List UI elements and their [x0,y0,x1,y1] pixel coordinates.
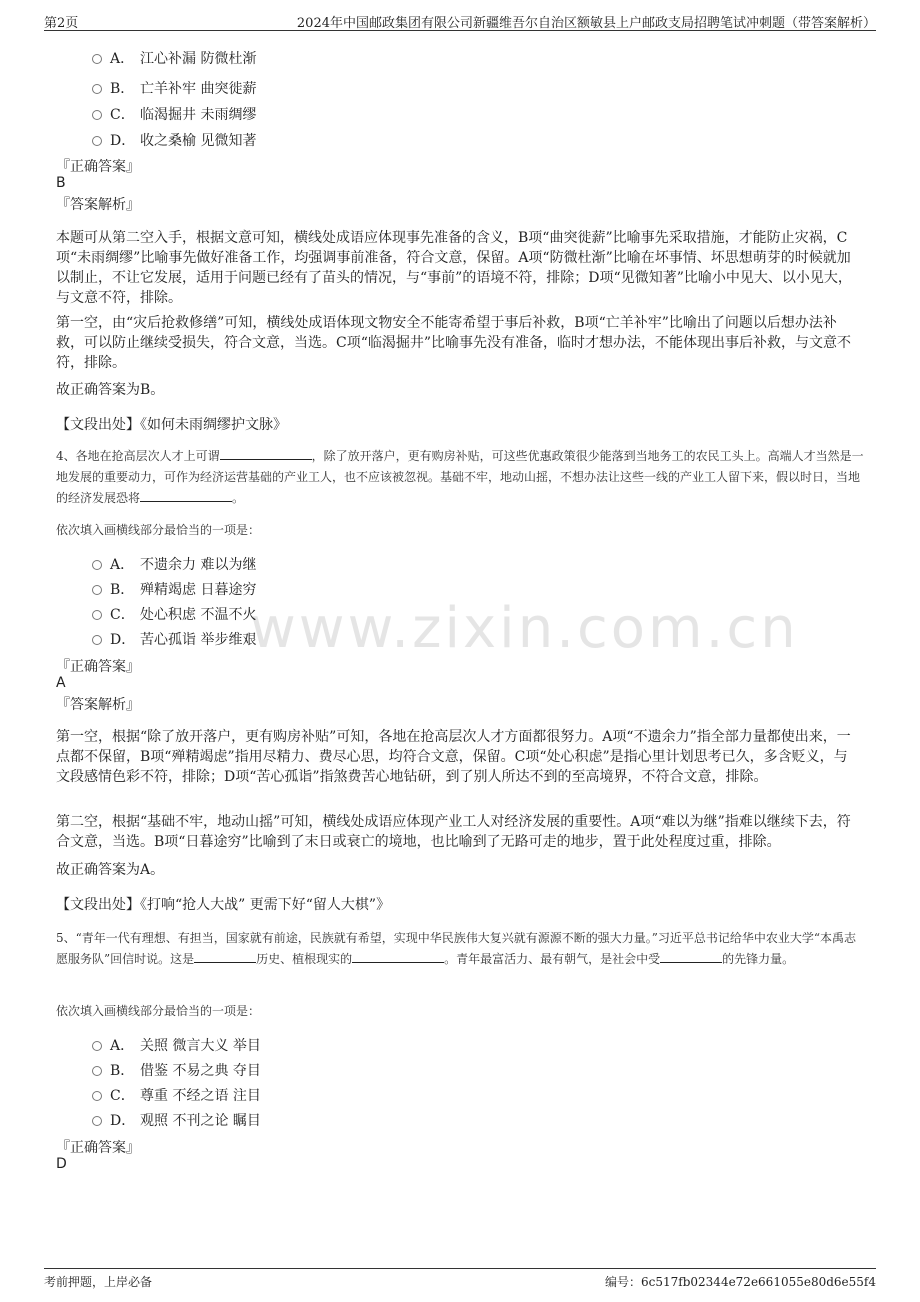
blank [660,950,722,963]
radio-icon[interactable] [92,610,102,620]
radio-icon[interactable] [92,1091,102,1101]
analysis-paragraph: 第一空，根据“除了放开落户，更有购房补贴”可知，各地在抢高层次人才方面都很努力。A项“不遗余力”指全部力量都使出来，一点都不保留，B项“殚精竭虑”指用尽精力、费尽心思，均符合文意，保留。C项“处心积虑”是指心里计划思考已久，多含贬义，与文段感情色彩不符，排除；D项“苦心孤诣”指煞费苦心地钻研，到了别人所达不到的至高境界，不符合文意，排除。 [56,729,851,785]
document-id: 编号：6c517fb02344e72e661055e80d6e55f4 [605,1275,876,1289]
radio-icon[interactable] [92,1116,102,1126]
q3-option-b[interactable]: B． 亡羊补牢 曲突徙薪 [92,78,256,98]
radio-icon[interactable] [92,54,102,64]
answer-value: B [56,175,66,191]
answer-label: 『正确答案』 [56,1140,140,1156]
analysis-conclusion: 故正确答案为A。 [56,862,165,878]
answer-value: D [56,1156,67,1172]
q3-option-d[interactable]: D． 收之桑榆 见微知著 [92,130,256,150]
radio-icon[interactable] [92,560,102,570]
analysis-paragraph: 第一空，由“灾后抢救修缮”可知，横线处成语体现文物安全不能寄希望于事后补救，B项“亡羊补牢”比喻出了问题以后想办法补救，可以防止继续受损失，符合文意，当选。C项“临渴掘井”比喻事先没有准备，临时才想办法，不能体现出事后补救，与文意不符，排除。 [56,315,852,371]
radio-icon[interactable] [92,635,102,645]
analysis-label: 『答案解析』 [56,197,140,213]
question-stem: 5、“青年一代有理想、有担当，国家就有前途，民族就有希望，实现中华民族伟大复兴就有源源不断的强大力量。”习近平总书记给华中农业大学“本禹志愿服务队”回信时说。这是 历史、植根现实的 。青年最富活力、最有朝气，是社会中受 的先锋力量。 [56,931,857,966]
q5-option-b[interactable]: B． 借鉴 不易之典 夺目 [92,1060,261,1080]
blank [140,489,232,502]
q3-option-c[interactable]: C． 临渴掘井 未雨绸缪 [92,104,256,124]
answer-value: A [56,675,66,691]
source-citation: 【文段出处】《如何未雨绸缪护文脉》 [56,417,287,433]
page-number: 第2页 [44,16,79,31]
radio-icon[interactable] [92,1066,102,1076]
q5-option-c[interactable]: C． 尊重 不经之语 注目 [92,1085,261,1105]
document-title: 2024年中国邮政集团有限公司新疆维吾尔自治区额敏县上户邮政支局招聘笔试冲刺题（带答案解析） [296,16,876,31]
page-header [44,8,876,31]
q4-option-d[interactable]: D． 苦心孤诣 举步维艰 [92,629,256,649]
blank [352,950,444,963]
question-instruction: 依次填入画横线部分最恰当的一项是： [56,523,261,537]
q4-option-b[interactable]: B． 殚精竭虑 日暮途穷 [92,579,256,599]
footer-slogan: 考前押题，上岸必备 [44,1275,153,1289]
analysis-label: 『答案解析』 [56,697,140,713]
radio-icon[interactable] [92,585,102,595]
watermark: www.zixin.com.cn [250,596,799,661]
question-instruction: 依次填入画横线部分最恰当的一项是： [56,1004,261,1018]
q5-option-a[interactable]: A． 关照 微言大义 举目 [92,1035,261,1055]
radio-icon[interactable] [92,136,102,146]
radio-icon[interactable] [92,84,102,94]
question-stem: 4、各地在抢高层次人才上可谓 ，除了放开落户，更有购房补贴，可这些优惠政策很少能落到当地务工的农民工头上。高端人才当然是一地发展的重要动力，可作为经济运营基础的产业工人，也不应该被忽视。基础不牢，地动山摇，不想办法让这些一线的产业工人留下来，假以时日，当地的经济发展恐将 。 [56,449,864,505]
analysis-paragraph: 第二空，根据“基础不牢，地动山摇”可知，横线处成语应体现产业工人对经济发展的重要性。A项“难以为继”指难以继续下去，符合文意，当选。B项“日暮途穷”比喻到了末日或衰亡的境地，也比喻到了无路可走的地步，置于此处程度过重，排除。 [56,814,851,850]
blank [220,447,312,460]
answer-label: 『正确答案』 [56,659,140,675]
radio-icon[interactable] [92,110,102,120]
answer-label: 『正确答案』 [56,159,140,175]
analysis-paragraph: 本题可从第二空入手，根据文意可知，横线处成语应体现事先准备的含义，B项“曲突徙薪”比喻事先采取措施，才能防止灾祸，C项“未雨绸缪”比喻事先做好准备工作，均强调事前准备，符合文意，保留。A项“防微杜渐”比喻在坏事情、坏思想萌芽的时候就加以制止，不让它发展，适用于问题已经有了苗头的情况，与“事前”的语境不符，排除；D项“见微知著”比喻小中见大、以小见大，与文意不符，排除。 [56,230,852,306]
q4-option-a[interactable]: A． 不遗余力 难以为继 [92,554,256,574]
q4-option-c[interactable]: C． 处心积虑 不温不火 [92,604,256,624]
radio-icon[interactable] [92,1041,102,1051]
q3-option-a[interactable]: A． 江心补漏 防微杜渐 [92,48,256,68]
analysis-conclusion: 故正确答案为B。 [56,382,165,398]
q5-option-d[interactable]: D． 观照 不刊之论 瞩目 [92,1110,261,1130]
page-footer [44,1268,876,1293]
source-citation: 【文段出处】《打响“抢人大战” 更需下好“留人大棋”》 [56,897,391,913]
blank [194,950,256,963]
